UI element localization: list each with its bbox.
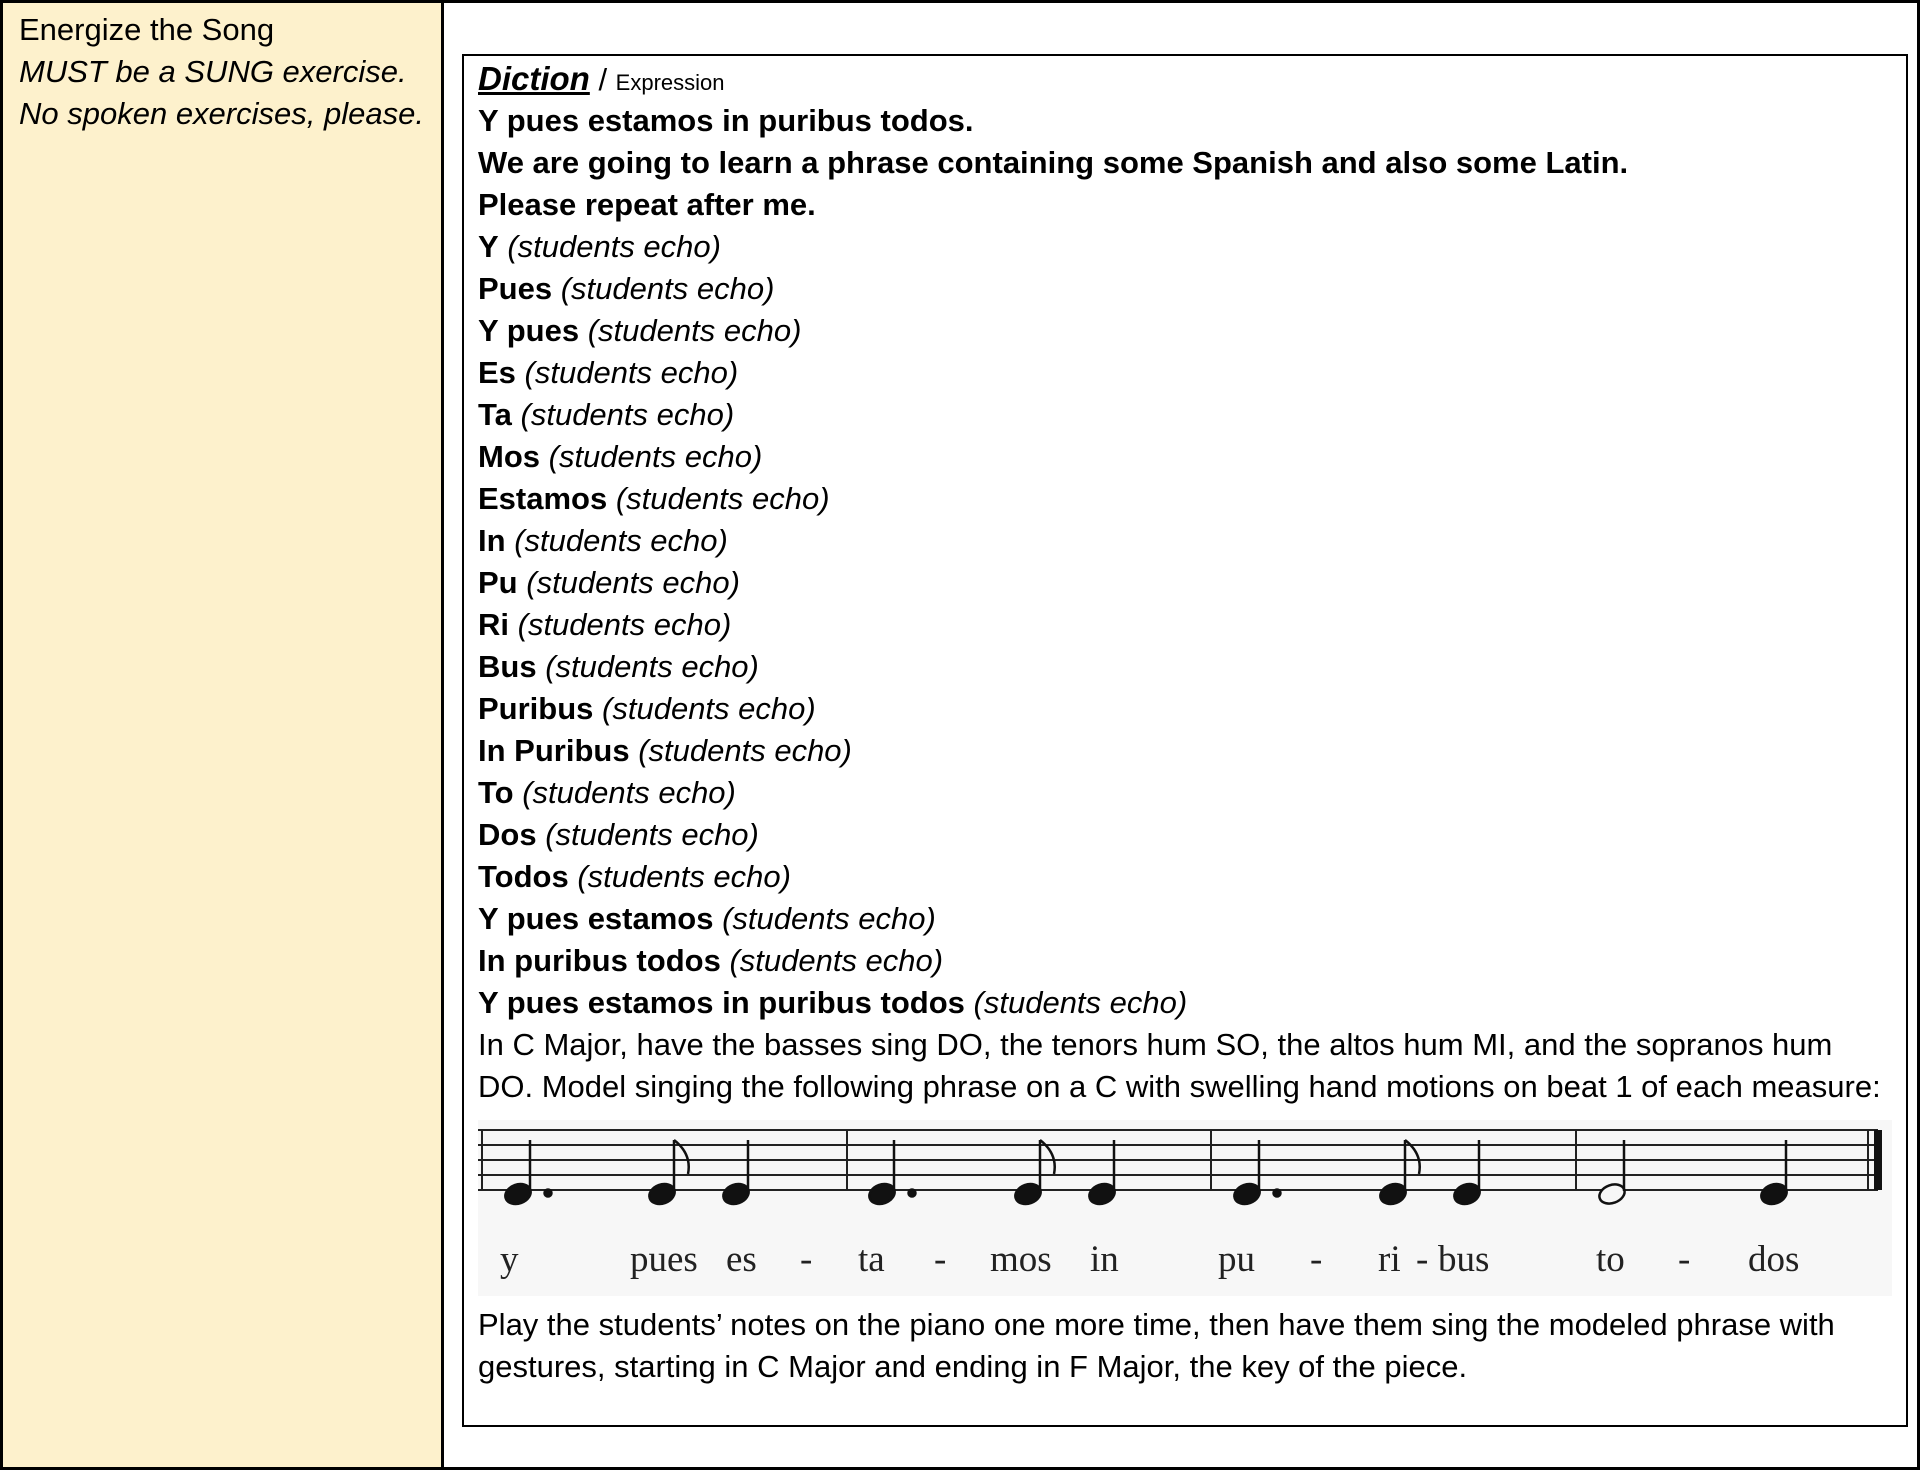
echo-line bbox=[478, 394, 1892, 436]
echo-line bbox=[478, 982, 1892, 1024]
diction-label: Diction bbox=[478, 60, 590, 97]
echo-cue: (students echo) bbox=[514, 523, 728, 558]
echo-list bbox=[478, 226, 1892, 1024]
echo-word: In bbox=[478, 523, 506, 558]
echo-line bbox=[478, 226, 1892, 268]
lyric-syllable: to bbox=[1596, 1239, 1625, 1280]
echo-word: In Puribus bbox=[478, 733, 630, 768]
intro-line: Y pues estamos in puribus todos. bbox=[478, 103, 974, 138]
echo-cue: (students echo) bbox=[522, 775, 736, 810]
echo-line bbox=[478, 520, 1892, 562]
lyric-syllable: dos bbox=[1748, 1239, 1800, 1280]
echo-word: To bbox=[478, 775, 514, 810]
heading-separator: / bbox=[589, 62, 616, 97]
intro-line: Please repeat after me. bbox=[478, 187, 816, 222]
echo-line bbox=[478, 730, 1892, 772]
section-label-cell bbox=[3, 3, 444, 1467]
echo-line bbox=[478, 772, 1892, 814]
echo-line bbox=[478, 562, 1892, 604]
section-note: MUST be a SUNG exercise. No spoken exercises, please. bbox=[19, 54, 424, 131]
echo-cue: (students echo) bbox=[560, 271, 775, 306]
echo-cue: (students echo) bbox=[520, 397, 735, 432]
lyric-syllable: y bbox=[500, 1239, 519, 1280]
echo-word: Y pues estamos bbox=[478, 901, 714, 936]
echo-word: Dos bbox=[478, 817, 537, 852]
music-notation bbox=[478, 1120, 1892, 1296]
echo-line bbox=[478, 688, 1892, 730]
lyric-syllable: ri bbox=[1378, 1239, 1401, 1280]
echo-cue: (students echo) bbox=[526, 565, 740, 600]
lyric-syllable: - bbox=[1678, 1239, 1691, 1280]
echo-word: Y pues bbox=[478, 313, 580, 348]
lyric-syllable: - bbox=[1310, 1239, 1323, 1280]
echo-word: Ri bbox=[478, 607, 509, 642]
echo-cue: (students echo) bbox=[507, 229, 721, 264]
echo-cue: (students echo) bbox=[545, 649, 759, 684]
echo-word: Pues bbox=[478, 271, 553, 306]
heading bbox=[478, 58, 1892, 100]
echo-line bbox=[478, 940, 1892, 982]
echo-line bbox=[478, 604, 1892, 646]
echo-word: Estamos bbox=[478, 481, 608, 516]
echo-cue: (students echo) bbox=[638, 733, 852, 768]
echo-word: Bus bbox=[478, 649, 537, 684]
echo-line bbox=[478, 436, 1892, 478]
echo-cue: (students echo) bbox=[524, 355, 739, 390]
lyric-syllable: ta bbox=[858, 1239, 885, 1280]
echo-word: Puribus bbox=[478, 691, 594, 726]
echo-cue: (students echo) bbox=[615, 481, 830, 516]
lyric-syllable: in bbox=[1090, 1239, 1119, 1280]
echo-cue: (students echo) bbox=[577, 859, 791, 894]
echo-word: Y pues estamos in puribus todos bbox=[478, 985, 965, 1020]
lyric-syllable: - bbox=[1416, 1239, 1429, 1280]
echo-line bbox=[478, 310, 1892, 352]
echo-word: Ta bbox=[478, 397, 512, 432]
diction-box bbox=[462, 54, 1908, 1427]
echo-cue: (students echo) bbox=[602, 691, 816, 726]
lyric-syllable: mos bbox=[990, 1239, 1052, 1280]
lyric-syllable: - bbox=[934, 1239, 947, 1280]
echo-cue: (students echo) bbox=[517, 607, 732, 642]
echo-cue: (students echo) bbox=[729, 943, 944, 978]
echo-cue: (students echo) bbox=[587, 313, 802, 348]
echo-line bbox=[478, 814, 1892, 856]
lyric-syllable: pues bbox=[630, 1239, 698, 1280]
echo-cue: (students echo) bbox=[548, 439, 763, 474]
instruction-text: In C Major, have the basses sing DO, the tenors hum SO, the altos hum MI, and the sopranos hum DO. Model singing the following phrase on a C with swelling hand motions on beat 1 of each measure: bbox=[478, 1027, 1881, 1104]
closing-instruction: Play the students’ notes on the piano one more time, then have them sing the modeled phrase with gestures, starting in C Major and ending in F Major, the key of the piece. bbox=[478, 1307, 1835, 1384]
echo-line bbox=[478, 352, 1892, 394]
lyric-syllable: es bbox=[726, 1239, 757, 1280]
section-title: Energize the Song bbox=[19, 12, 275, 47]
intro-line: We are going to learn a phrase containing some Spanish and also some Latin. bbox=[478, 145, 1629, 180]
echo-word: Es bbox=[478, 355, 516, 390]
echo-line bbox=[478, 478, 1892, 520]
echo-cue: (students echo) bbox=[722, 901, 936, 936]
echo-line bbox=[478, 898, 1892, 940]
expression-label: Expression bbox=[615, 70, 725, 95]
echo-line bbox=[478, 856, 1892, 898]
echo-word: Mos bbox=[478, 439, 540, 474]
echo-line bbox=[478, 268, 1892, 310]
echo-cue: (students echo) bbox=[545, 817, 759, 852]
content-cell bbox=[447, 3, 1917, 1467]
echo-word: Pu bbox=[478, 565, 518, 600]
echo-word: Todos bbox=[478, 859, 569, 894]
lyric-syllable: pu bbox=[1218, 1239, 1255, 1280]
echo-word: In puribus todos bbox=[478, 943, 721, 978]
echo-cue: (students echo) bbox=[973, 985, 1188, 1020]
lyric-syllable: bus bbox=[1438, 1239, 1490, 1280]
echo-line bbox=[478, 646, 1892, 688]
lyric-syllable: - bbox=[800, 1239, 813, 1280]
echo-word: Y bbox=[478, 229, 499, 264]
